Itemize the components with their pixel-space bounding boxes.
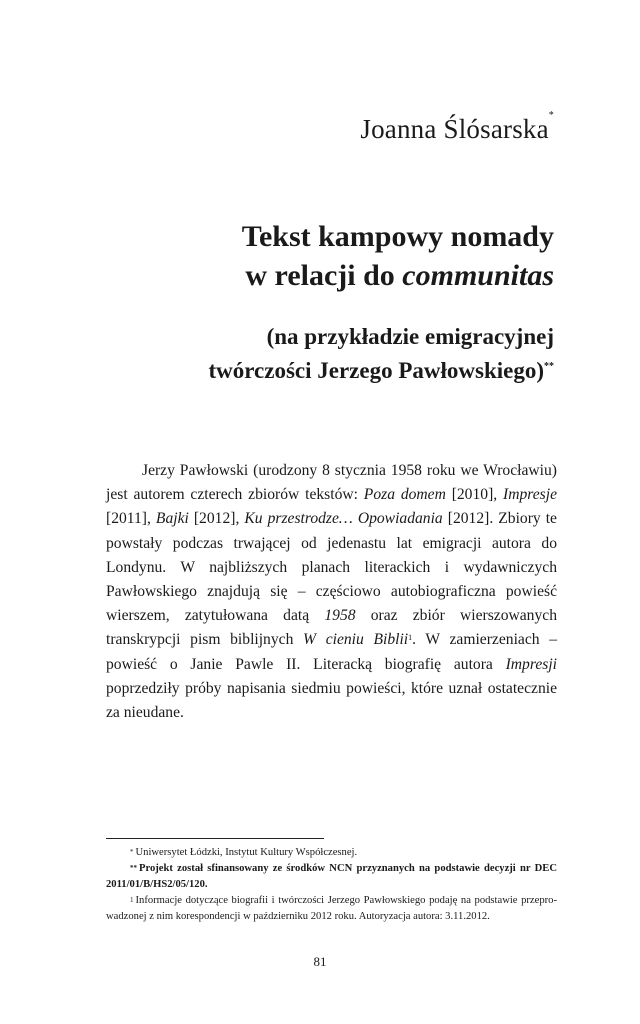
text-run: [2010], (445, 486, 504, 504)
text-run: poprzedziły próby napisania siedmiu powieści, które uznał ostatecznie za nieudane. (106, 679, 557, 722)
italic-title-ku-przestrodze: Ku przestrodze… Opowiadania (244, 510, 443, 528)
title-line-2 (242, 256, 554, 295)
italic-title-impresji: Impresji (505, 655, 557, 673)
footnote-3-text: Informacje dotyczące biografii i twórczości Jerzego Pawłowskiego podaję na podstawie przeprowadzonej z nim korespondencji w październiku 2012 roku. Autoryzacja autora: 3.11.2012. (106, 895, 557, 922)
footnote-1-mark: * (130, 848, 134, 856)
footnotes (106, 845, 557, 925)
footnote-3 (106, 893, 557, 925)
article-subtitle (208, 320, 554, 388)
text-run: oraz zbiór wierszowanych transkrypcji pism biblijnych (106, 607, 557, 649)
footnote-ref-1: 1 (408, 633, 413, 643)
footnote-separator (106, 838, 324, 839)
body-text (106, 459, 557, 725)
text-run: [2012]. Zbiory te powstały podczas trwającej od jedenastu lat emigracji autora do Londynu. W najbliższych planach literackich i wydawniczych Pawłowskiego znajdują się – częściowo autobiograficzna powieść wierszem, zatytułowana datą (106, 510, 557, 625)
author-footnote-mark: * (548, 110, 554, 121)
page-number: 81 (313, 954, 327, 969)
title-line-1: Tekst kampowy nomady (241, 220, 554, 253)
footnote-2-mark: ** (130, 864, 137, 872)
subtitle-line-2-text: twórczości Jerzego Pawłowskiego) (208, 358, 544, 383)
article-title (242, 217, 554, 295)
text-run: . W zamierzeniach – powieść o Janie Pawle II. Literacką biografię autora (106, 631, 557, 673)
paragraph (106, 459, 557, 725)
subtitle-line-2 (208, 354, 554, 388)
title-line-2-prefix: w relacji do (245, 259, 403, 292)
footnote-2 (106, 861, 557, 893)
text-run: [2011], (106, 510, 156, 528)
italic-title-impresje: Impresje (503, 486, 557, 504)
title-line-2-italic: communitas (402, 259, 554, 292)
footnote-3-mark: 1 (130, 896, 134, 904)
italic-title-1958: 1958 (324, 607, 356, 625)
author-name-text: Joanna Ślósarska (360, 114, 549, 144)
italic-title-w-cieniu-biblii: W cieniu Biblii (303, 631, 409, 649)
subtitle-line-1: (na przykładzie emigracyjnej (266, 324, 554, 349)
italic-title-bajki: Bajki (155, 510, 189, 528)
author-name (360, 110, 554, 145)
italic-title-poza-domem: Poza domem (363, 486, 446, 504)
subtitle-footnote-mark: ** (544, 361, 554, 372)
text-run: [2012], (188, 510, 245, 528)
footnote-1-text: Uniwersytet Łódzki, Instytut Kultury Współczesnej. (135, 847, 358, 858)
footnote-1 (106, 845, 557, 861)
footnote-2-text: Projekt został sfinansowany ze środków NCN przyznanych na podstawie decyzji nr DEC 2011/01/B/HS2/05/120. (106, 863, 557, 890)
text-run: Jerzy Pawłowski (urodzony 8 stycznia 1958 roku we Wrocławiu) jest autorem czterech zbiorów tekstów: (106, 462, 557, 504)
